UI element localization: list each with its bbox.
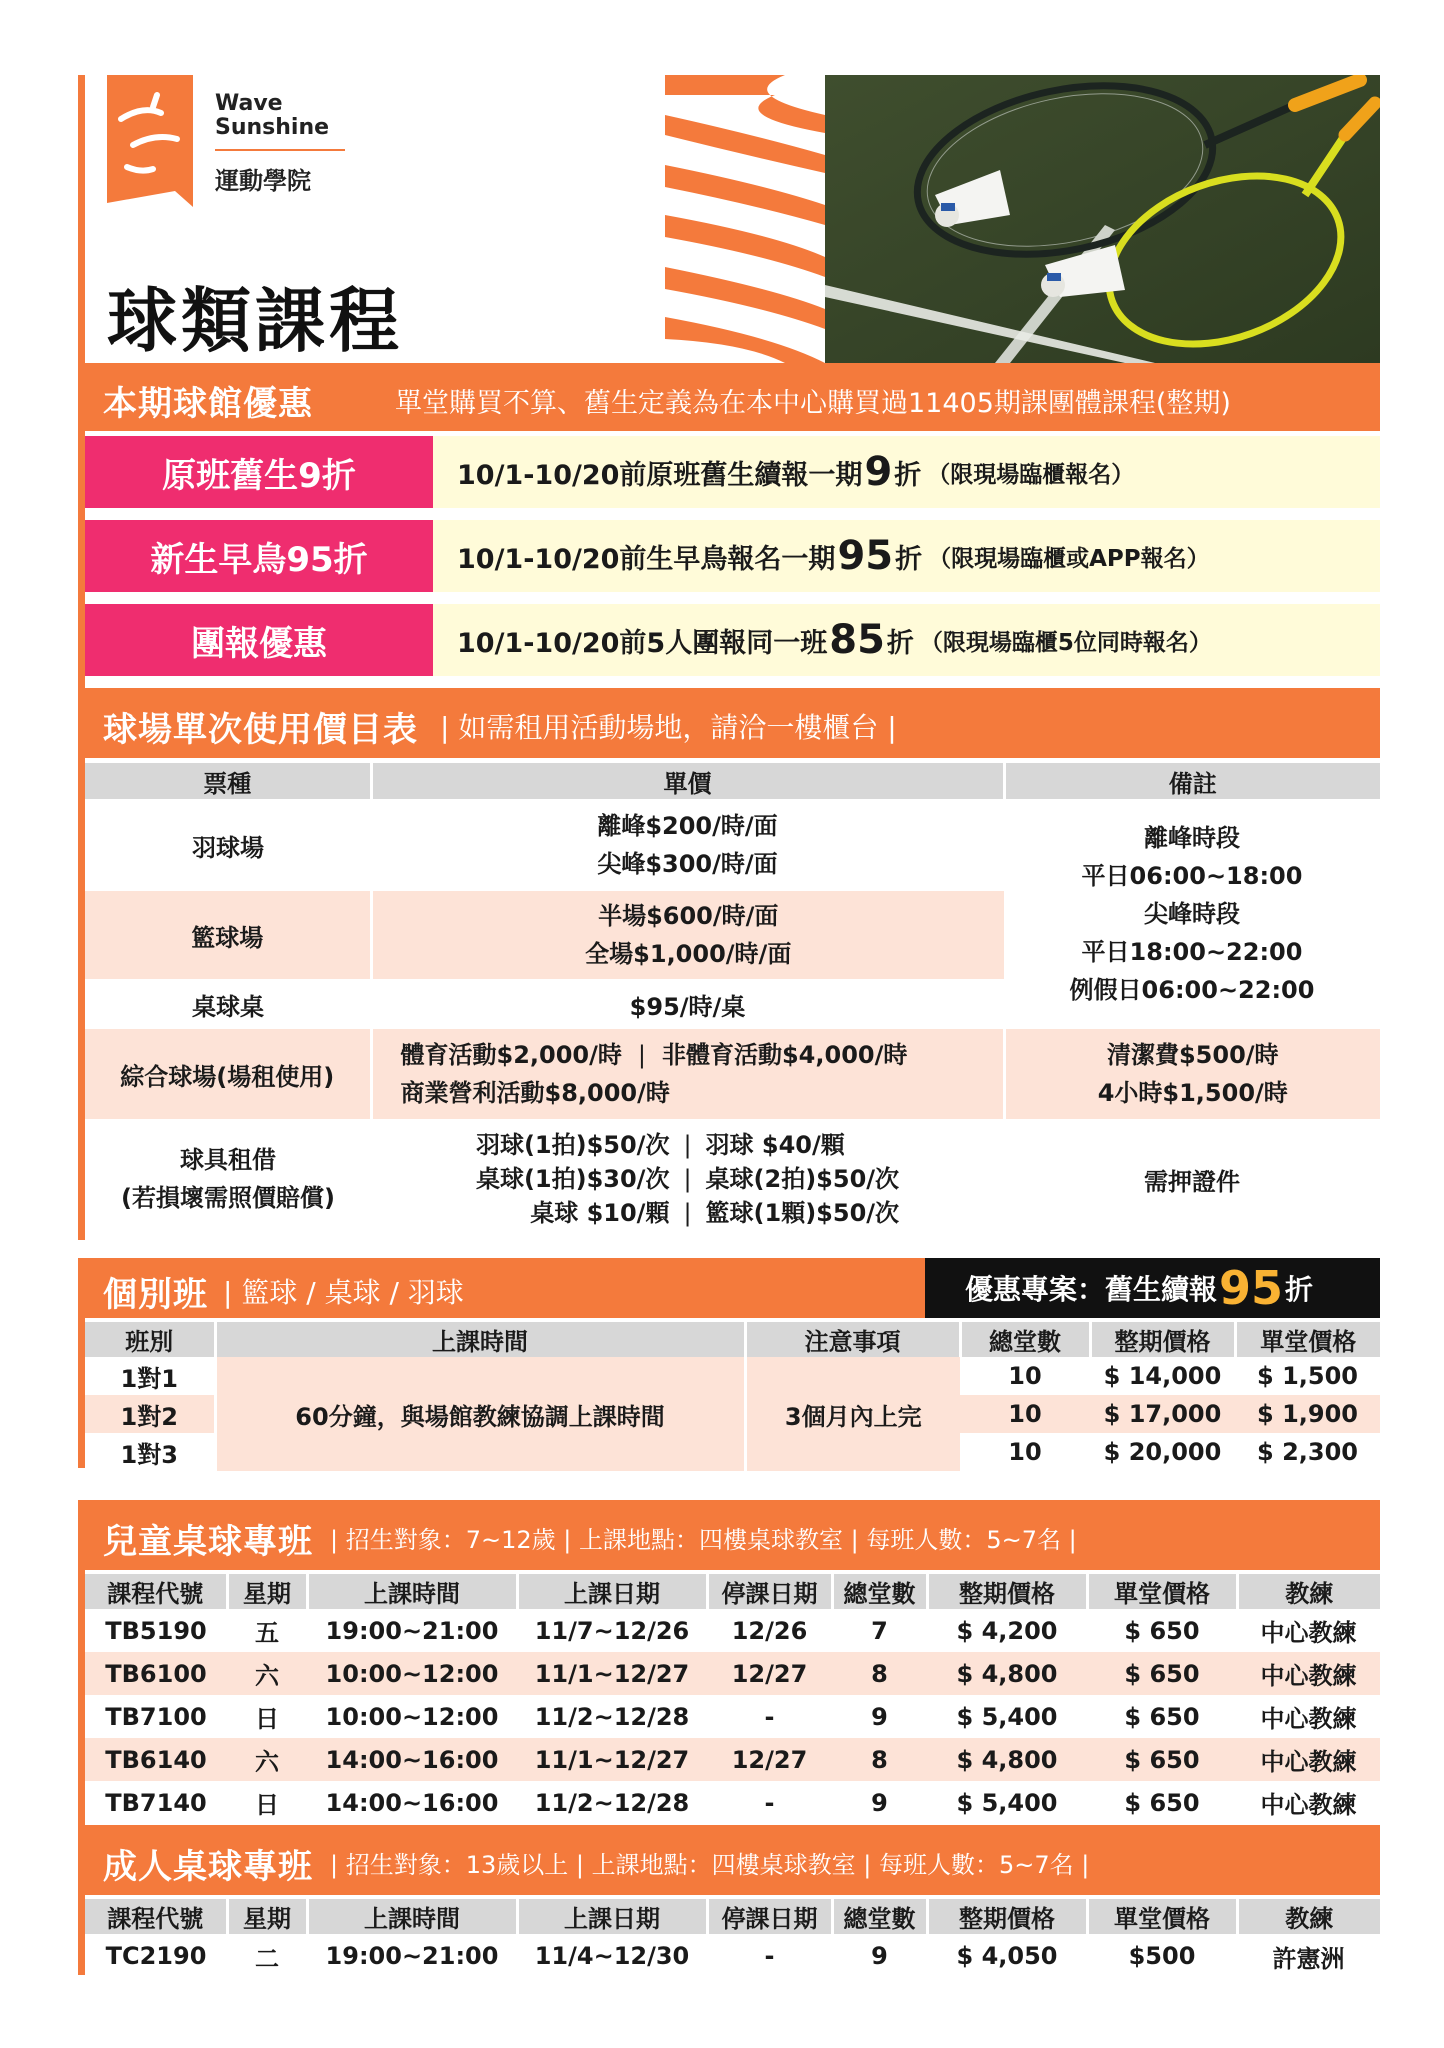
column-header: 停課日期 [707,1574,832,1609]
adult-title: 成人桌球專班 [103,1847,313,1887]
promo-row-returning [85,436,1380,508]
total-price: $ 20,000 [1090,1433,1235,1471]
header [85,75,1380,363]
lesson-count: 10 [960,1395,1090,1433]
price-line: 全場$1,000/時/面 [585,940,792,968]
class-type: 1對2 [85,1395,215,1433]
price-non-sports: 非體育活動$4,000/時 [661,1041,908,1069]
total-price: $ 14,000 [1090,1357,1235,1395]
column-header: 總堂數 [960,1322,1090,1357]
kids-band [85,1500,1380,1570]
class-dates: 11/1~12/27 [534,1745,690,1774]
column-header: 單堂價格 [1235,1322,1380,1357]
divider: | [637,1041,646,1069]
adult-class-table [85,1899,1380,1978]
table-row [85,1695,1380,1738]
kids-class-table [85,1574,1380,1824]
column-header: 備註 [1004,763,1380,799]
course-code: TB5190 [105,1616,207,1645]
discount-box [925,1258,1380,1318]
lesson-count: 9 [871,1788,888,1817]
column-header: 單堂價格 [1087,1899,1237,1934]
promo-label: 新生早鳥95折 [85,520,433,592]
promo-text-pre: 10/1-10/20前5人團報同一班 [457,627,828,659]
private-title: 個別班 [103,1275,208,1315]
price-cell [371,799,1004,891]
single-price: $500 [1128,1942,1196,1970]
kids-title: 兒童桌球專班 [103,1522,313,1562]
lesson-count: 8 [871,1745,888,1774]
note-cell: 需押證件 [1144,1167,1240,1196]
off-date: 12/27 [731,1659,808,1688]
total-price: $ 4,800 [956,1659,1058,1688]
equipment-right-list [706,1128,900,1230]
page-title: 球類課程 [107,280,403,362]
brand-name-line1: Wave [215,91,283,116]
ticket-type-line: (若損壞需照價賠償) [121,1184,335,1212]
promo-text-note: （限現場臨櫃報名） [927,461,1135,488]
equipment-item: 籃球(1顆)$50/次 [705,1199,900,1227]
price-line: 尖峰$300/時/面 [597,850,778,878]
lesson-count: 8 [871,1659,888,1688]
note-line: 離峰時段 [1144,824,1240,852]
promo-discount-number: 85 [829,617,885,663]
coach: 中心教練 [1260,1619,1357,1647]
left-accent-bar [78,75,85,1240]
brand-name-line2: Sunshine [215,115,330,140]
table-row [85,1934,1380,1978]
off-date: - [764,1702,775,1731]
note-line: 平日06:00~18:00 [1081,862,1303,890]
discount-text-post: 折 [1285,1273,1314,1306]
left-accent-bar-3 [78,1500,85,1975]
class-type: 1對3 [85,1433,215,1471]
promo-title: 本期球館優惠 [103,384,313,424]
price-cell [371,891,1004,979]
promo-text [433,520,1380,592]
promo-text-note: （限現場臨櫃5位同時報名） [919,629,1212,656]
promo-text [433,604,1380,676]
table-row [85,1738,1380,1781]
off-date: - [764,1788,775,1817]
note-line: 尖峰時段 [1144,900,1240,928]
single-price: $ 650 [1124,1702,1200,1731]
venue-subtitle: | 如需租用活動場地，請洽一樓櫃台 | [440,711,897,744]
weekday: 二 [255,1944,279,1973]
note-line: 4小時$1,500/時 [1097,1079,1288,1107]
coach: 中心教練 [1260,1705,1357,1733]
column-header: 單堂價格 [1087,1574,1237,1609]
ticket-type-line: 球具租借 [180,1146,276,1174]
promo-text-post: 折 [886,627,914,659]
coach: 許憲洲 [1272,1944,1345,1973]
price-line: 半場$600/時/面 [598,902,779,930]
ticket-type: 桌球桌 [192,992,264,1021]
total-price: $ 5,400 [956,1702,1058,1731]
promo-text-note: （限現場臨櫃或APP報名） [928,545,1210,572]
brand-name-cn: 運動學院 [215,167,311,195]
class-dates: 11/2~12/28 [534,1702,690,1731]
divider: | | | [683,1131,692,1227]
equipment-item: 桌球 $10/顆 [530,1199,670,1227]
price-line [401,1036,1003,1074]
peak-hours-note [1004,799,1380,1029]
single-price: $ 1,500 [1235,1357,1380,1395]
promo-discount-number: 95 [837,533,894,579]
promo-text-post: 折 [894,459,922,491]
class-dates: 11/1~12/27 [534,1659,690,1688]
adult-band [85,1825,1380,1895]
coach: 中心教練 [1260,1662,1357,1690]
course-code: TB6100 [105,1659,207,1688]
equipment-item: 桌球(2拍)$50/次 [705,1165,900,1193]
column-header: 星期 [227,1899,307,1934]
column-header: 總堂數 [832,1899,927,1934]
lesson-count: 10 [960,1433,1090,1471]
total-price: $ 4,200 [956,1616,1058,1645]
promo-text-post: 折 [895,543,923,575]
promo-discount-number: 9 [864,449,893,495]
single-price: $ 650 [1124,1659,1200,1688]
private-class-table [85,1322,1380,1471]
promo-text-pre: 10/1-10/20前原班舊生續報一期 [457,459,863,491]
private-subtitle: | 籃球 / 桌球 / 羽球 [223,1276,464,1309]
private-band [85,1258,925,1318]
table-row [85,1029,1380,1119]
class-time: 19:00~21:00 [325,1616,499,1645]
weekday: 日 [255,1791,279,1819]
column-header: 班別 [85,1322,215,1357]
price-cell: $95/時/桌 [629,992,746,1021]
column-header: 星期 [227,1574,307,1609]
equipment-item: 羽球(1拍)$50/次 [475,1131,670,1159]
price-cell [371,1119,1004,1239]
table-row [85,1781,1380,1824]
venue-band [85,688,1380,758]
single-price: $ 650 [1124,1616,1200,1645]
single-price: $ 2,300 [1235,1433,1380,1471]
promo-row-early-bird [85,520,1380,592]
discount-text: 優惠專案：舊生續報 [965,1273,1218,1306]
promo-label: 原班舊生9折 [85,436,433,508]
course-code: TB6140 [105,1745,207,1774]
total-price: $ 4,050 [956,1942,1058,1970]
column-header: 整期價格 [927,1899,1087,1934]
column-header: 整期價格 [1090,1322,1235,1357]
adult-subtitle: | 招生對象：13歲以上 | 上課地點：四樓桌球教室 | 每班人數：5~7名 | [330,1851,1090,1879]
column-header: 課程代號 [85,1899,227,1934]
lesson-count: 10 [960,1357,1090,1395]
promo-note: 單堂購買不算、舊生定義為在本中心購買過11405期課團體課程(整期) [395,388,1231,419]
badminton-rackets-photo [825,75,1380,363]
class-dates: 11/4~12/30 [534,1942,690,1970]
column-header: 上課日期 [517,1574,707,1609]
class-dates: 11/7~12/26 [534,1616,690,1645]
off-date: 12/27 [731,1745,808,1774]
total-price: $ 17,000 [1090,1395,1235,1433]
ticket-type: 籃球場 [85,891,371,979]
ticket-type [85,1119,371,1239]
ticket-type: 綜合球場(場租使用) [85,1029,371,1119]
off-date: - [764,1942,775,1970]
weekday: 六 [255,1662,279,1690]
total-price: $ 4,800 [956,1745,1058,1774]
kids-subtitle: | 招生對象：7~12歲 | 上課地點：四樓桌球教室 | 每班人數：5~7名 | [330,1526,1077,1554]
weekday: 六 [255,1748,279,1776]
price-line: 離峰$200/時/面 [597,812,778,840]
notice: 3個月內上完 [745,1357,960,1471]
table-row [85,1119,1380,1239]
venue-title: 球場單次使用價目表 [103,710,418,750]
column-header: 教練 [1237,1574,1380,1609]
table-row [85,799,1380,891]
column-header: 票種 [85,763,371,799]
single-price: $ 1,900 [1235,1395,1380,1433]
lesson-count: 9 [871,1702,888,1731]
orange-stripes-graphic [665,75,825,363]
note-line: 平日18:00~22:00 [1081,938,1303,966]
single-price: $ 650 [1124,1745,1200,1774]
time-note: 60分鐘，與場館教練協調上課時間 [215,1357,745,1471]
note-line: 清潔費$500/時 [1106,1041,1279,1069]
class-type: 1對1 [85,1357,215,1395]
coach: 中心教練 [1260,1748,1357,1776]
off-date: 12/26 [731,1616,808,1645]
coach: 中心教練 [1260,1791,1357,1819]
equipment-item: 羽球 $40/顆 [705,1131,845,1159]
venue-price-table [85,763,1380,1239]
promo-label: 團報優惠 [85,604,433,676]
lesson-count: 9 [871,1942,888,1970]
note-line: 例假日06:00~22:00 [1069,976,1315,1004]
column-header: 教練 [1237,1899,1380,1934]
column-header: 單價 [371,763,1004,799]
table-row [85,1652,1380,1695]
ticket-type: 羽球場 [192,833,264,862]
class-time: 19:00~21:00 [325,1942,499,1970]
promo-band [85,363,1380,431]
column-header: 整期價格 [927,1574,1087,1609]
column-header: 注意事項 [745,1322,960,1357]
column-header: 上課時間 [215,1322,745,1357]
promo-text-pre: 10/1-10/20前生早鳥報名一期 [457,543,836,575]
promo-text [433,436,1380,508]
price-cell [371,1029,1004,1119]
total-price: $ 5,400 [956,1788,1058,1817]
equipment-item: 桌球(1拍)$30/次 [475,1165,670,1193]
class-time: 14:00~16:00 [325,1788,499,1817]
course-code: TC2190 [105,1942,207,1970]
price-line: 商業營利活動$8,000/時 [400,1079,670,1107]
note-cell [1004,1029,1380,1119]
table-row [85,1357,1380,1395]
weekday: 五 [255,1619,279,1647]
column-header: 上課時間 [307,1574,517,1609]
brand-divider [215,149,345,151]
left-accent-bar-2 [78,1258,85,1468]
promo-row-group [85,604,1380,676]
column-header: 停課日期 [707,1899,832,1934]
wave-sunshine-logo-icon [107,75,193,207]
column-header: 上課日期 [517,1899,707,1934]
column-header: 總堂數 [832,1574,927,1609]
weekday: 日 [255,1705,279,1733]
course-code: TB7140 [105,1788,207,1817]
class-time: 10:00~12:00 [325,1659,499,1688]
class-time: 14:00~16:00 [325,1745,499,1774]
class-dates: 11/2~12/28 [534,1788,690,1817]
column-header: 上課時間 [307,1899,517,1934]
single-price: $ 650 [1124,1788,1200,1817]
price-sports: 體育活動$2,000/時 [400,1041,622,1069]
class-time: 10:00~12:00 [325,1702,499,1731]
table-row [85,1609,1380,1652]
lesson-count: 7 [871,1616,888,1645]
course-code: TB7100 [105,1702,207,1731]
discount-number: 95 [1219,1261,1284,1315]
column-header: 課程代號 [85,1574,227,1609]
equipment-left-list [476,1128,670,1230]
